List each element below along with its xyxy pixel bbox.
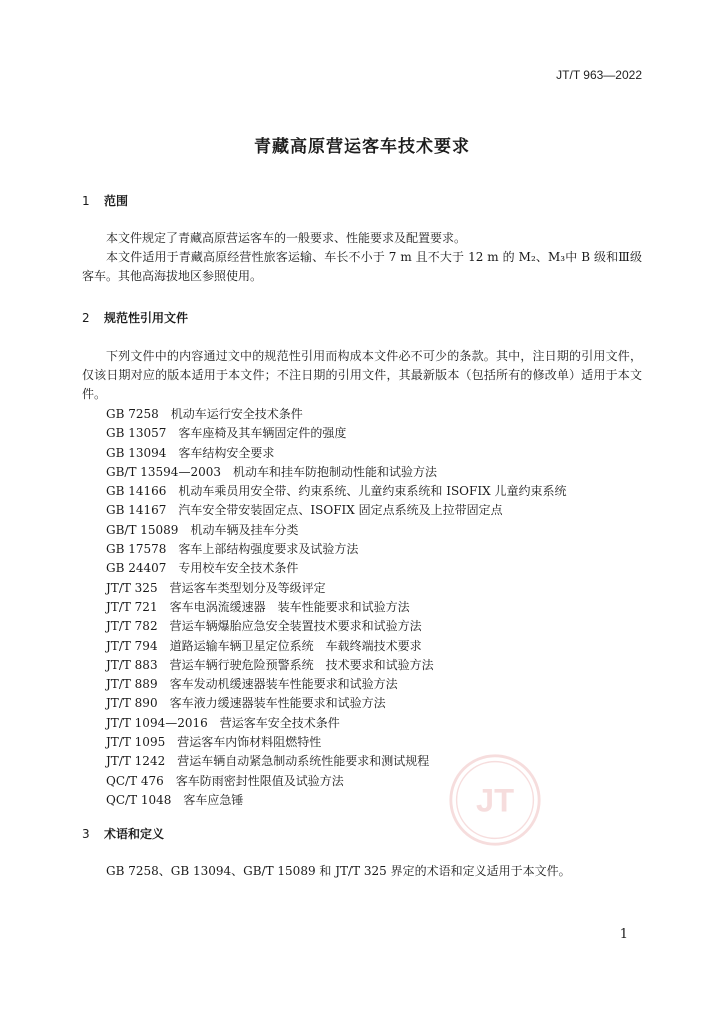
section-heading-normative-references bbox=[82, 309, 188, 326]
reference-code: GB 13094 bbox=[106, 445, 167, 460]
reference-item bbox=[106, 656, 566, 675]
section-number: 1 bbox=[82, 194, 90, 208]
reference-code: JT/T 794 bbox=[106, 638, 158, 653]
reference-title: 客车电涡流缓速器 装车性能要求和试验方法 bbox=[169, 599, 410, 614]
reference-code: JT/T 889 bbox=[106, 677, 158, 692]
reference-item bbox=[106, 714, 566, 733]
reference-code: QC/T 476 bbox=[106, 773, 164, 788]
reference-title: 道路运输车辆卫星定位系统 车载终端技术要求 bbox=[169, 638, 422, 653]
reference-item bbox=[106, 637, 566, 656]
reference-item bbox=[106, 540, 566, 559]
reference-title: 客车发动机缓速器装车性能要求和试验方法 bbox=[169, 677, 398, 692]
watermark-text: JT bbox=[475, 781, 515, 819]
reference-code: JT/T 890 bbox=[106, 696, 158, 711]
reference-title: 营运车辆自动紧急制动系统性能要求和测试规程 bbox=[177, 754, 430, 769]
terms-paragraph: GB 7258、GB 13094、GB/T 15089 和 JT/T 325 界定的术语和定义适用于本文件。 bbox=[106, 864, 571, 878]
reference-code: GB 7258 bbox=[106, 407, 159, 421]
reference-title: 机动车运行安全技术条件 bbox=[170, 407, 303, 421]
reference-code: GB 17578 bbox=[106, 542, 167, 557]
reference-code: JT/T 721 bbox=[106, 599, 158, 614]
reference-item bbox=[106, 463, 566, 482]
reference-title: 营运客车安全技术条件 bbox=[219, 715, 340, 730]
reference-title: 客车座椅及其车辆固定件的强度 bbox=[178, 426, 347, 441]
reference-item bbox=[106, 405, 566, 424]
reference-title: 营运车辆爆胎应急安全装置技术要求和试验方法 bbox=[169, 619, 422, 634]
reference-code: JT/T 1094—2016 bbox=[106, 715, 208, 730]
reference-title: 营运车辆行驶危险预警系统 技术要求和试验方法 bbox=[169, 657, 434, 672]
reference-code: JT/T 1095 bbox=[106, 735, 166, 750]
reference-code: JT/T 782 bbox=[106, 619, 158, 634]
reference-code: GB 24407 bbox=[106, 561, 167, 576]
reference-item bbox=[106, 482, 566, 501]
reference-title: 客车上部结构强度要求及试验方法 bbox=[178, 542, 359, 557]
reference-title: 客车液力缓速器装车性能要求和试验方法 bbox=[169, 696, 386, 711]
scope-paragraph-1: 本文件规定了青藏高原营运客车的一般要求、性能要求及配置要求。 bbox=[106, 231, 467, 245]
reference-code: JT/T 1242 bbox=[106, 754, 166, 769]
reference-item bbox=[106, 521, 566, 540]
reference-item bbox=[106, 444, 566, 463]
scope-paragraph-2: 本文件适用于青藏高原经营性旅客运输、车长不小于 7 m 且不大于 12 m 的 M₂、M₃中 B 级和Ⅲ级客车。其他高海拔地区参照使用。 bbox=[82, 250, 642, 283]
reference-title: 客车应急锤 bbox=[183, 792, 244, 807]
reference-title: 营运客车类型划分及等级评定 bbox=[169, 580, 326, 595]
section-title: 规范性引用文件 bbox=[104, 311, 189, 325]
reference-item bbox=[106, 675, 566, 694]
references-intro-paragraph: 下列文件中的内容通过文中的规范性引用而构成本文件必不可少的条款。其中，注日期的引用文件，仅该日期对应的版本适用于本文件；不注日期的引用文件，其最新版本（包括所有的修改单）适用于本文件。 bbox=[82, 349, 642, 401]
reference-code: GB 14166 bbox=[106, 484, 167, 499]
reference-item bbox=[106, 559, 566, 578]
reference-code: GB 14167 bbox=[106, 503, 167, 518]
document-title: 青藏高原营运客车技术要求 bbox=[254, 137, 470, 157]
reference-item bbox=[106, 617, 566, 636]
reference-title: 客车防雨密封性限值及试验方法 bbox=[175, 773, 344, 788]
section-title: 范围 bbox=[104, 194, 129, 208]
reference-title: 营运客车内饰材料阻燃特性 bbox=[177, 735, 322, 750]
reference-code: GB 13057 bbox=[106, 426, 167, 441]
page-number: 1 bbox=[619, 927, 628, 942]
section-title: 术语和定义 bbox=[104, 827, 165, 841]
reference-title: 专用校车安全技术条件 bbox=[178, 561, 299, 576]
reference-code: JT/T 883 bbox=[106, 657, 158, 672]
jt-watermark-logo bbox=[447, 752, 543, 848]
reference-code: QC/T 1048 bbox=[106, 792, 172, 807]
section-number: 2 bbox=[82, 311, 90, 325]
reference-list bbox=[106, 405, 566, 810]
reference-title: 汽车安全带安装固定点、ISOFIX 固定点系统及上拉带固定点 bbox=[178, 503, 503, 518]
reference-title: 客车结构安全要求 bbox=[178, 445, 275, 460]
section-heading-terms-definitions bbox=[82, 825, 164, 842]
section-heading-scope bbox=[82, 192, 128, 209]
reference-item bbox=[106, 598, 566, 617]
reference-code: GB/T 13594—2003 bbox=[106, 464, 221, 479]
reference-title: 机动车乘员用安全带、约束系统、儿童约束系统和 ISOFIX 儿童约束系统 bbox=[178, 484, 567, 499]
reference-item bbox=[106, 501, 566, 520]
reference-item bbox=[106, 579, 566, 598]
reference-title: 机动车和挂车防抱制动性能和试验方法 bbox=[232, 464, 437, 479]
section-number: 3 bbox=[82, 827, 90, 841]
reference-code: GB/T 15089 bbox=[106, 522, 179, 537]
reference-code: JT/T 325 bbox=[106, 580, 158, 595]
header-standard-code: JT/T 963—2022 bbox=[556, 68, 642, 82]
reference-item bbox=[106, 694, 566, 713]
reference-item bbox=[106, 733, 566, 752]
reference-item bbox=[106, 424, 566, 443]
reference-title: 机动车辆及挂车分类 bbox=[190, 522, 299, 537]
